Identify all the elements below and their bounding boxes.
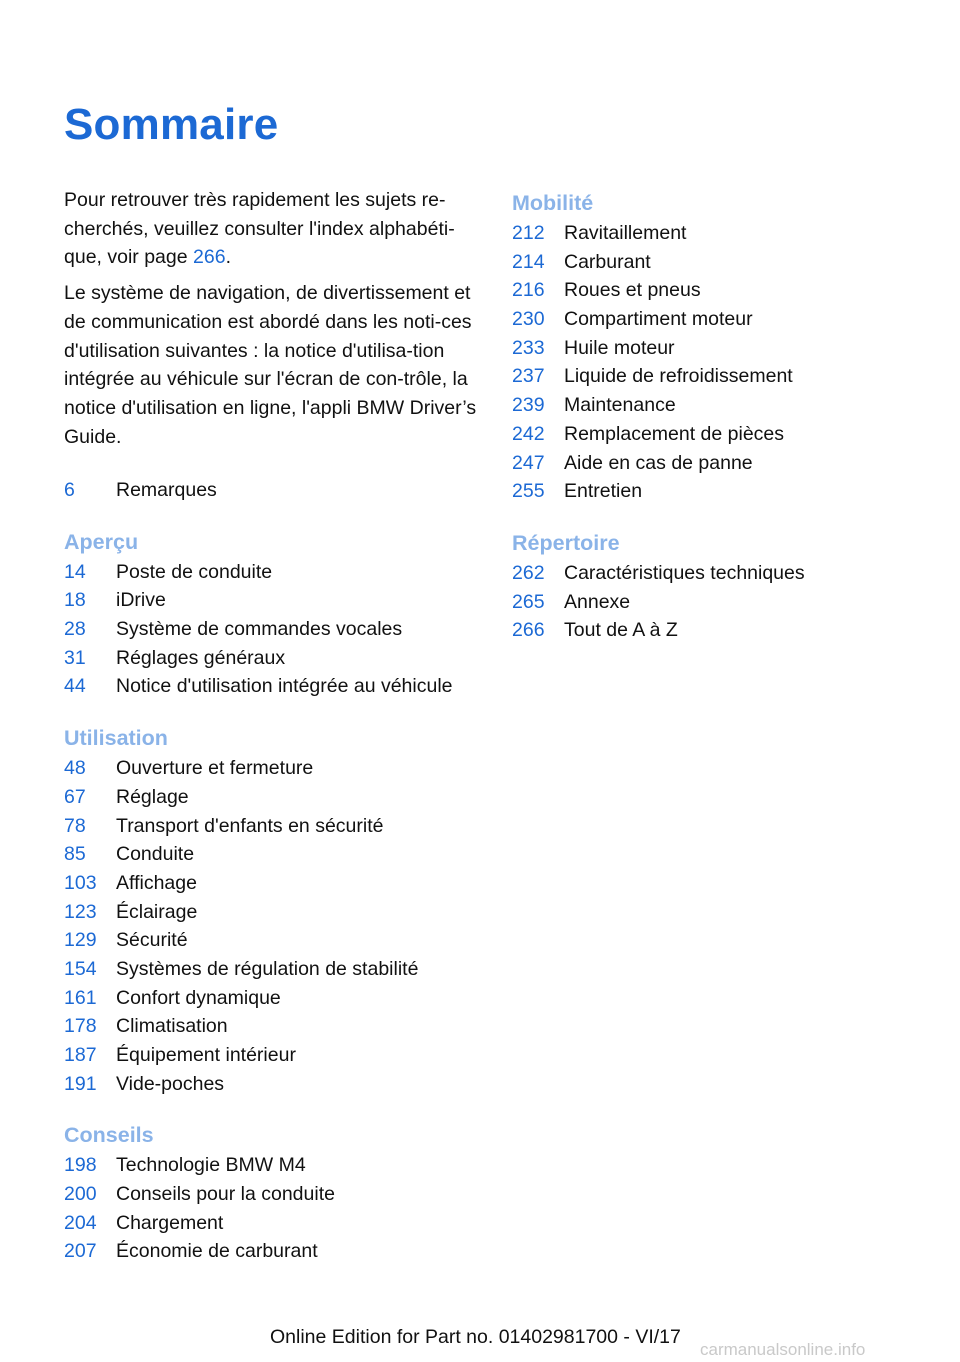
toc-entry-label: Systèmes de régulation de stabilité: [116, 957, 419, 980]
toc-section: [512, 188, 932, 506]
toc-entry[interactable]: [64, 615, 484, 644]
toc-entry-label: Climatisation: [116, 1015, 228, 1038]
toc-entry[interactable]: [512, 559, 932, 588]
toc-page-number[interactable]: 178: [64, 1015, 97, 1038]
toc-entry-label: Aide en cas de panne: [564, 451, 753, 474]
toc-page-number[interactable]: 67: [64, 785, 86, 808]
toc-entry[interactable]: [64, 1237, 484, 1266]
intro-paragraph-index: [64, 186, 484, 272]
watermark: carmanualsonline.info: [700, 1340, 866, 1359]
toc-entry-label: Poste de conduite: [116, 560, 273, 583]
toc-entry-label: Roues et pneus: [564, 279, 701, 302]
toc-entry-label: Liquide de refroidissement: [564, 365, 793, 388]
toc-page-number[interactable]: 212: [512, 222, 545, 244]
toc-entry[interactable]: [512, 305, 932, 334]
toc-page-number[interactable]: 247: [512, 451, 545, 474]
toc-page-number[interactable]: 230: [512, 308, 545, 331]
toc-page-number[interactable]: 216: [512, 279, 545, 302]
toc-entry[interactable]: [64, 869, 484, 898]
toc-entry[interactable]: [512, 248, 932, 277]
toc-page-number[interactable]: 198: [64, 1154, 97, 1177]
toc-entry-label: Conseils pour la conduite: [116, 1183, 335, 1206]
toc-page-number[interactable]: 161: [64, 986, 97, 1009]
toc-page-number[interactable]: 28: [64, 618, 86, 641]
toc-entry[interactable]: [64, 955, 484, 984]
toc-page-number[interactable]: 214: [512, 250, 545, 273]
toc-entry-label: Confort dynamique: [116, 986, 281, 1009]
toc-entry-label: Vide-poches: [116, 1072, 225, 1095]
toc-section: [64, 1120, 484, 1266]
toc-page-number[interactable]: 255: [512, 480, 545, 503]
toc-entry-label: Affichage: [116, 871, 197, 894]
toc-entry[interactable]: [64, 984, 484, 1013]
toc-entry-label: Technologie BMW M4: [116, 1154, 306, 1177]
toc-entry[interactable]: [64, 558, 484, 587]
toc-entry-label: Ravitaillement: [564, 222, 687, 244]
section-title: Utilisation: [64, 726, 168, 751]
toc-entry[interactable]: [64, 1041, 484, 1070]
toc-page-number[interactable]: 31: [64, 646, 86, 669]
toc-section: [64, 723, 484, 1098]
toc-entry-label: Réglages généraux: [116, 646, 286, 669]
toc-entry-label: Tout de A à Z: [564, 619, 678, 642]
page-title: Sommaire: [64, 100, 279, 149]
toc-section: [64, 527, 484, 701]
toc-entry[interactable]: [64, 1151, 484, 1180]
toc-entry[interactable]: [512, 449, 932, 478]
toc-entry[interactable]: [512, 276, 932, 305]
toc-entry-label: Carburant: [564, 250, 651, 273]
toc-entry[interactable]: [64, 1070, 484, 1099]
toc-section: [64, 476, 484, 505]
toc-entry[interactable]: [512, 219, 932, 248]
toc-entry[interactable]: [64, 476, 484, 505]
toc-entry[interactable]: [64, 898, 484, 927]
toc-entry-label: Remarques: [116, 479, 217, 501]
section-title: Conseils: [64, 1123, 154, 1148]
toc-page-number[interactable]: 18: [64, 589, 86, 612]
toc-page-number[interactable]: 237: [512, 365, 545, 388]
toc-entry-label: Remplacement de pièces: [564, 422, 785, 445]
toc-page-number[interactable]: 233: [512, 336, 545, 359]
toc-entry-label: Annexe: [564, 590, 631, 613]
toc-page-number[interactable]: 204: [64, 1211, 97, 1234]
intro-text: [64, 186, 484, 458]
toc-entry-label: Éclairage: [116, 900, 198, 923]
toc-entry-label: Ouverture et fermeture: [116, 757, 314, 780]
section-title: Répertoire: [512, 530, 620, 555]
toc-page-number[interactable]: 14: [64, 560, 86, 583]
toc-entry[interactable]: [512, 616, 932, 645]
toc-entry-label: Huile moteur: [564, 336, 675, 359]
toc-page-number[interactable]: 239: [512, 394, 545, 417]
toc-entry-label: Économie de carburant: [116, 1240, 318, 1263]
toc-entry-label: Entretien: [564, 480, 643, 503]
toc-entry-label: Maintenance: [564, 394, 676, 417]
toc-entry-label: Équipement intérieur: [116, 1044, 296, 1066]
toc-page-number[interactable]: 242: [512, 422, 545, 445]
toc-entry[interactable]: [64, 1180, 484, 1209]
toc-entry-label: iDrive: [116, 589, 166, 612]
toc-page-number[interactable]: 44: [64, 675, 86, 698]
toc-entry[interactable]: [64, 672, 484, 701]
toc-entry[interactable]: [64, 586, 484, 615]
intro-paragraph-navigation: Le système de navigation, de divertissement et de communication est abordé dans les noti-ces d'utilisation suivantes : la notice d'utilisa-tion intégrée au véhicule sur l'écran de con-trôle, la notice d'utilisation en ligne, l'appli BMW Driver’s Guide.: [64, 282, 477, 448]
toc-page-number[interactable]: 265: [512, 590, 545, 613]
toc-entry[interactable]: [64, 1012, 484, 1041]
toc-left-column: [64, 476, 484, 1288]
toc-entry-label: Conduite: [116, 843, 195, 866]
toc-page-number[interactable]: 207: [64, 1240, 97, 1263]
toc-page-number[interactable]: 48: [64, 757, 86, 780]
toc-page-number[interactable]: 191: [64, 1072, 97, 1095]
toc-entry-label: Système de commandes vocales: [116, 618, 403, 641]
toc-entry-label: Caractéristiques techniques: [564, 561, 805, 584]
toc-entry[interactable]: [64, 840, 484, 869]
toc-page-number[interactable]: 85: [64, 843, 86, 866]
toc-entry-label: Réglage: [116, 785, 189, 808]
toc-entry-label: Notice d'utilisation intégrée au véhicule: [116, 675, 453, 698]
toc-entry[interactable]: [64, 926, 484, 955]
section-title: Aperçu: [64, 529, 139, 554]
toc-entry[interactable]: [512, 420, 932, 449]
toc-entry-label: Chargement: [116, 1211, 224, 1234]
toc-right-column: [512, 188, 932, 667]
toc-page-number[interactable]: 187: [64, 1044, 97, 1066]
toc-entry[interactable]: [512, 391, 932, 420]
toc-page-number[interactable]: 262: [512, 561, 545, 584]
toc-page-number[interactable]: 154: [64, 957, 97, 980]
footer-edition: Online Edition for Part no. 01402981700 - VI/17: [270, 1326, 681, 1348]
toc-entry[interactable]: [512, 588, 932, 617]
toc-page-number[interactable]: 103: [64, 871, 97, 894]
toc-page-number[interactable]: 123: [64, 900, 97, 923]
toc-entry[interactable]: [64, 783, 484, 812]
toc-page-number[interactable]: 6: [64, 479, 75, 501]
toc-page-number[interactable]: 78: [64, 814, 86, 837]
toc-entry[interactable]: [512, 477, 932, 506]
toc-section: [512, 528, 932, 645]
toc-page-number[interactable]: 129: [64, 929, 97, 952]
index-page-link[interactable]: 266: [193, 246, 226, 269]
toc-entry[interactable]: [64, 1209, 484, 1238]
toc-entry[interactable]: [512, 334, 932, 363]
toc-entry-label: Sécurité: [116, 929, 188, 952]
toc-entry-label: Compartiment moteur: [564, 308, 753, 331]
toc-entry[interactable]: [64, 812, 484, 841]
toc-page-number[interactable]: 200: [64, 1183, 97, 1206]
toc-entry[interactable]: [512, 362, 932, 391]
toc-entry[interactable]: [64, 754, 484, 783]
toc-entry[interactable]: [64, 644, 484, 673]
intro-paragraph-index-end: .: [225, 246, 231, 269]
section-title: Mobilité: [512, 191, 594, 215]
toc-entry-label: Transport d'enfants en sécurité: [116, 814, 384, 837]
toc-page-number[interactable]: 266: [512, 619, 545, 642]
intro-paragraph-index-text: Pour retrouver très rapidement les sujets re-cherchés, veuillez consulter l'index alphabéti-que, voir page: [64, 189, 455, 269]
